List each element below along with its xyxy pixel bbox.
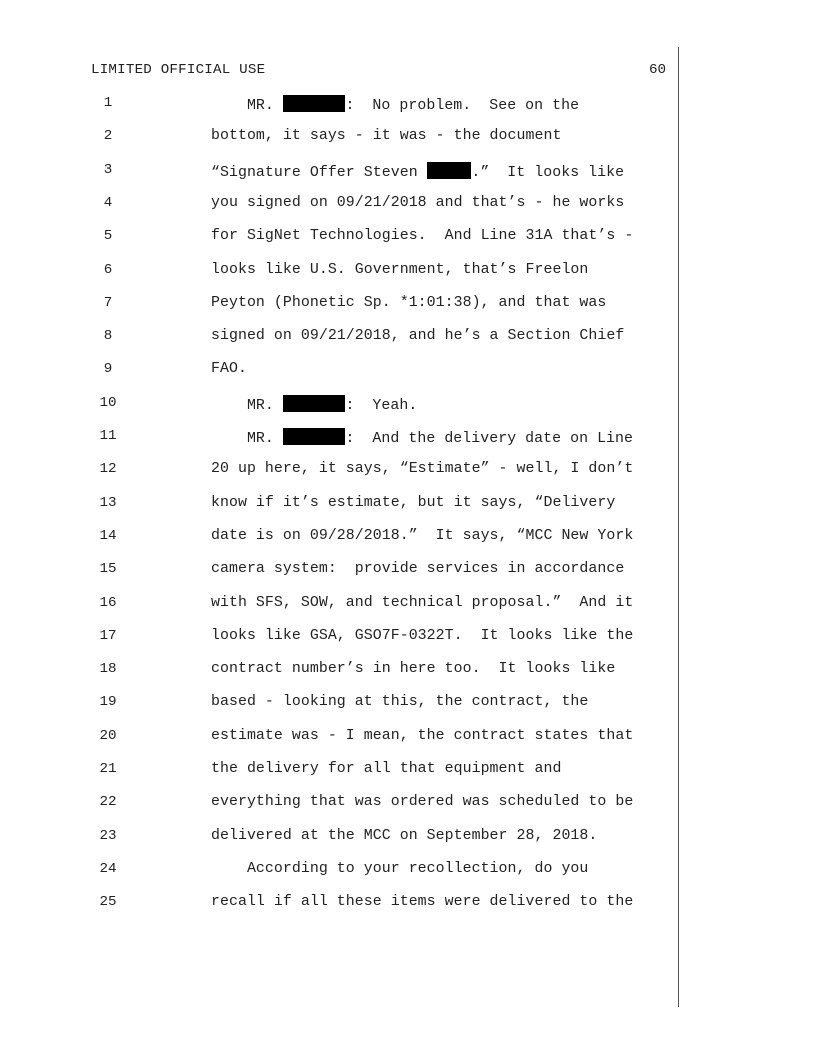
line-text: [211, 794, 633, 810]
line-text-segment: MR.: [211, 397, 283, 414]
transcript-line: [0, 328, 816, 361]
transcript-line: [0, 128, 816, 161]
line-text: [211, 894, 633, 910]
line-number: 14: [99, 527, 117, 544]
line-text-segment: based - looking at this, the contract, the: [211, 694, 589, 711]
line-text-segment: looks like U.S. Government, that’s Freelon: [211, 261, 589, 278]
line-text: [211, 195, 624, 211]
line-text-segment: date is on 09/28/2018.” It says, “MCC New York: [211, 527, 634, 544]
transcript-line: [0, 861, 816, 894]
line-text: [211, 95, 579, 114]
line-text: [211, 761, 561, 777]
transcript-line: [0, 95, 816, 128]
line-number: 10: [99, 394, 117, 411]
line-text: [211, 428, 633, 447]
line-number: 7: [103, 294, 113, 311]
transcript-line: [0, 894, 816, 927]
line-text: [211, 528, 633, 544]
redaction-box: [283, 428, 346, 445]
transcript-line: [0, 561, 816, 594]
line-number: 15: [99, 561, 117, 578]
line-text-segment: 20 up here, it says, “Estimate” - well, I don’t: [211, 461, 634, 478]
line-text-segment: : Yeah.: [345, 397, 418, 414]
transcript-line: [0, 794, 816, 827]
transcript-line: [0, 195, 816, 228]
line-text-segment: estimate was - I mean, the contract states that: [211, 727, 634, 744]
classification-header: LIMITED OFFICIAL USE: [91, 62, 266, 78]
line-text-segment: bottom, it says - it was - the document: [211, 128, 562, 145]
line-text-segment: delivered at the MCC on September 28, 2018.: [211, 827, 598, 844]
redaction-box: [283, 395, 346, 412]
transcript-line: [0, 361, 816, 394]
line-number: 16: [99, 594, 117, 611]
line-text: [211, 395, 417, 414]
redaction-box: [427, 162, 472, 179]
transcript-line: [0, 828, 816, 861]
line-text-segment: for SigNet Technologies. And Line 31A that’s -: [211, 228, 634, 245]
line-text: [211, 861, 588, 877]
line-number: 3: [103, 161, 113, 178]
transcript-line: [0, 628, 816, 661]
line-text: [211, 328, 624, 344]
transcript-line: [0, 295, 816, 328]
line-text-segment: MR.: [211, 98, 283, 114]
line-text: [211, 661, 615, 677]
line-text-segment: Peyton (Phonetic Sp. *1:01:38), and that was: [211, 294, 607, 311]
line-number: 12: [99, 461, 117, 478]
line-text-segment: you signed on 09/21/2018 and that’s - he works: [211, 194, 625, 211]
line-text-segment: recall if all these items were delivered to the: [211, 894, 634, 911]
redaction-box: [283, 95, 346, 112]
line-text-segment: contract number’s in here too. It looks like: [211, 661, 616, 678]
line-text-segment: camera system: provide services in accordance: [211, 561, 625, 578]
line-text: [211, 361, 247, 377]
line-number: 20: [99, 727, 117, 744]
transcript-line: [0, 228, 816, 261]
line-number: 11: [99, 428, 117, 444]
line-text: [211, 728, 633, 744]
line-text-segment: .” It looks like: [471, 164, 625, 181]
line-text-segment: MR.: [211, 431, 283, 447]
line-text: [211, 228, 633, 244]
line-number: 4: [103, 194, 113, 211]
transcript-line: [0, 461, 816, 494]
line-number: 25: [99, 894, 117, 911]
transcript-line: [0, 694, 816, 727]
line-number: 8: [103, 328, 113, 345]
line-text-segment: : And the delivery date on Line: [345, 431, 634, 447]
line-number: 2: [103, 128, 113, 145]
line-text-segment: looks like GSA, GSO7F-0322T. It looks like the: [211, 627, 634, 644]
page-number: 60: [648, 62, 666, 78]
line-number: 5: [103, 228, 113, 245]
line-text-segment: : No problem. See on the: [345, 98, 580, 114]
line-text-segment: signed on 09/21/2018, and he’s a Section Chief: [211, 328, 625, 345]
line-number: 9: [103, 361, 113, 378]
line-text: [211, 561, 624, 577]
line-text-segment: the delivery for all that equipment and: [211, 761, 562, 777]
line-text: [211, 495, 615, 511]
line-text: [211, 461, 633, 477]
transcript-line: [0, 661, 816, 694]
transcript-line: [0, 162, 816, 195]
line-number: 18: [99, 661, 117, 678]
line-text: [211, 128, 561, 144]
transcript-line: [0, 495, 816, 528]
line-text-segment: “Signature Offer Steven: [211, 164, 427, 181]
transcript-line: [0, 428, 816, 461]
transcript-line: [0, 262, 816, 295]
line-number: 23: [99, 827, 117, 844]
line-number: 21: [99, 761, 117, 777]
line-text-segment: FAO.: [211, 361, 247, 378]
line-text-segment: know if it’s estimate, but it says, “Delivery: [211, 494, 616, 511]
transcript-line: [0, 395, 816, 428]
line-text-segment: According to your recollection, do you: [211, 860, 589, 877]
transcript-line: [0, 728, 816, 761]
transcript-line: [0, 595, 816, 628]
line-number: 1: [103, 95, 113, 111]
line-text: [211, 295, 606, 311]
line-text-segment: with SFS, SOW, and technical proposal.” And it: [211, 594, 634, 611]
line-number: 24: [99, 860, 117, 877]
line-number: 22: [99, 794, 117, 811]
line-number: 13: [99, 494, 117, 511]
transcript-line: [0, 761, 816, 794]
line-text: [211, 262, 588, 278]
line-number: 19: [99, 694, 117, 711]
line-text: [211, 694, 588, 710]
line-number: 6: [103, 261, 113, 278]
line-text: [211, 162, 624, 181]
line-text: [211, 595, 633, 611]
line-text-segment: everything that was ordered was scheduled to be: [211, 794, 634, 811]
line-text: [211, 628, 633, 644]
transcript-line: [0, 528, 816, 561]
line-number: 17: [99, 627, 117, 644]
line-text: [211, 828, 597, 844]
